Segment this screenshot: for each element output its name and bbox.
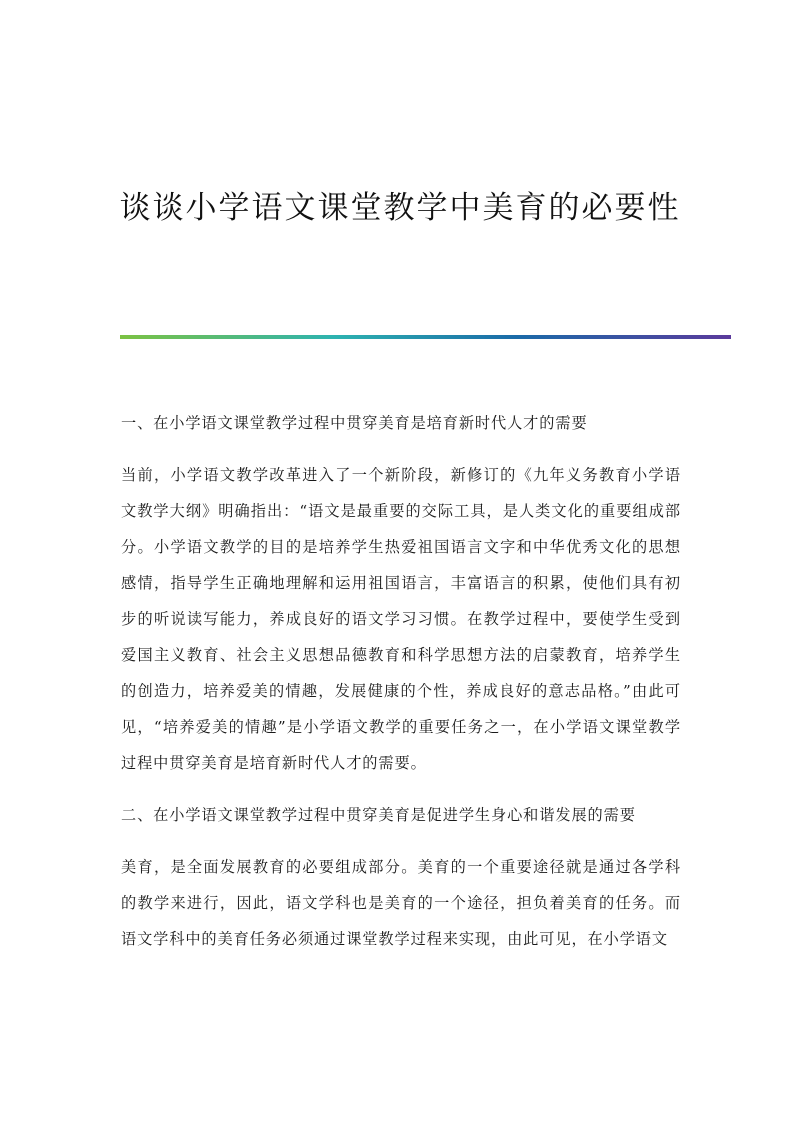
section-1-heading: 一、在小学语文课堂教学过程中贯穿美育是培育新时代人才的需要 [121, 414, 588, 432]
section-1-paragraph: 当前，小学语文教学改革进入了一个新阶段，新修订的《九年义务教育小学语文教学大纲》明确指出：“语文是最重要的交际工具，是人类文化的重要组成部分。小学语文教学的目的是培养学生热爱祖国语言文字和中华优秀文化的思想感情，指导学生正确地理解和运用祖国语言，丰富语言的积累，使他们具有初步的听说读写能力，养成良好的语文学习习惯。在教学过程中，要使学生受到爱国主义教育、社会主义思想品德教育和科学思想方法的启蒙教育，培养学生的创造力，培养爱美的情趣，发展健康的个性，养成良好的意志品格。”由此可见，“培养爱美的情趣”是小学语文教学的重要任务之一，在小学语文课堂教学过程中贯穿美育是培育新时代人才的需要。 [121, 466, 681, 772]
title-divider [120, 335, 731, 339]
document-title: 谈谈小学语文课堂教学中美育的必要性 [119, 190, 681, 226]
document-body [121, 405, 681, 973]
section-2-paragraph: 美育，是全面发展教育的必要组成部分。美育的一个重要途径就是通过各学科的教学来进行，因此，语文学科也是美育的一个途径，担负着美育的任务。而语文学科中的美育任务必须通过课堂教学过程来实现，由此可见，在小学语文 [121, 858, 681, 948]
section-2-heading: 二、在小学语文课堂教学过程中贯穿美育是促进学生身心和谐发展的需要 [121, 806, 636, 824]
